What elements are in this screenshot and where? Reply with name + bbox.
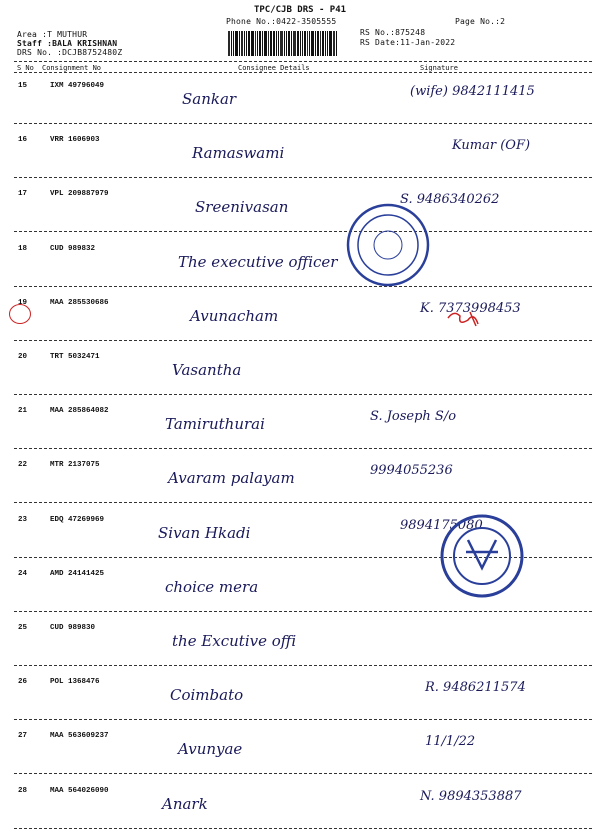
row-serial-number: 25 bbox=[18, 624, 28, 632]
row-divider bbox=[14, 123, 592, 124]
row-divider bbox=[14, 557, 592, 558]
row-consignee-name: choice mera bbox=[165, 577, 259, 596]
row-consignee-name: Sankar bbox=[182, 90, 237, 108]
row-signature: (wife) 9842111415 bbox=[410, 84, 535, 99]
row-consignee-name: Vasantha bbox=[172, 361, 242, 379]
row-serial-number: 15 bbox=[18, 82, 28, 90]
row-signature: 11/1/22 bbox=[425, 734, 476, 750]
row-consignment-number: MTR 2137075 bbox=[50, 461, 100, 470]
row-signature: S. 9486340262 bbox=[400, 192, 500, 208]
page-number: Page No.:2 bbox=[455, 17, 506, 26]
row-consignment-number: MAA 563609237 bbox=[50, 732, 109, 741]
column-consignment: Consignment No bbox=[42, 64, 102, 72]
row-signature: 9894175080 bbox=[400, 517, 483, 533]
row-consignee-name: Coimbato bbox=[170, 686, 244, 705]
row-serial-number: 23 bbox=[18, 515, 28, 524]
row-consignment-number: MAA 285864082 bbox=[50, 407, 109, 416]
phone-number: Phone No.:0422-3505555 bbox=[226, 17, 337, 26]
row-serial-number: 16 bbox=[18, 136, 28, 145]
row-signature: K. 7373998453 bbox=[420, 300, 521, 316]
row-serial-number: 19 bbox=[18, 298, 28, 307]
row-consignment-number: AMD 24141425 bbox=[50, 569, 105, 578]
column-consignee: Consignee Details bbox=[238, 64, 310, 72]
row-divider bbox=[14, 394, 592, 395]
row-signature: S. Joseph S/o bbox=[370, 409, 457, 425]
row-serial-number: 20 bbox=[18, 353, 28, 361]
row-divider bbox=[14, 611, 592, 612]
row-divider bbox=[14, 665, 592, 666]
barcode bbox=[228, 31, 354, 56]
document-title: TPC/CJB DRS - P41 bbox=[253, 5, 347, 15]
row-divider bbox=[14, 177, 592, 178]
row-consignment-number: VPL 209887979 bbox=[50, 190, 109, 199]
row-consignment-number: CUD 989830 bbox=[50, 624, 96, 632]
staff-label: Staff :BALA KRISHNAN bbox=[17, 39, 118, 48]
row-consignee-name: Anark bbox=[162, 794, 208, 813]
row-consignment-number: IXM 49796049 bbox=[50, 82, 105, 90]
column-sno: S No bbox=[17, 64, 34, 72]
row-consignment-number: TRT 5032471 bbox=[50, 353, 100, 361]
row-signature: Kumar (OF) bbox=[452, 138, 531, 154]
row-consignee-name: The executive officer bbox=[178, 252, 338, 271]
row-divider bbox=[14, 773, 592, 774]
area-label: Area :T MUTHUR bbox=[17, 30, 88, 39]
row-divider bbox=[14, 231, 592, 232]
row-signature: R. 9486211574 bbox=[425, 680, 526, 696]
row-divider bbox=[14, 719, 592, 720]
row-20-circle-mark bbox=[9, 304, 31, 324]
rs-number: RS No.:875248 bbox=[360, 28, 426, 37]
column-signature: Signature bbox=[420, 64, 458, 72]
row-signature: 9994055236 bbox=[370, 463, 453, 479]
row-consignee-name: Sivan Hkadi bbox=[158, 523, 251, 542]
row-divider bbox=[14, 340, 592, 341]
rs-date: RS Date:11-Jan-2022 bbox=[360, 38, 456, 47]
row-divider bbox=[14, 286, 592, 287]
panchayat-stamp-1 bbox=[348, 205, 428, 285]
row-serial-number: 18 bbox=[18, 244, 28, 253]
row-signature: N. 9894353887 bbox=[420, 788, 522, 804]
row-serial-number: 17 bbox=[18, 190, 28, 199]
row-divider bbox=[14, 828, 592, 829]
row-serial-number: 22 bbox=[18, 461, 28, 470]
row-consignee-name: Avaram palayam bbox=[168, 469, 295, 488]
row-consignee-name: Tamiruthurai bbox=[165, 415, 265, 434]
row-consignee-name: Sreenivasan bbox=[195, 198, 289, 217]
column-divider bbox=[14, 72, 592, 73]
row-consignment-number: CUD 989832 bbox=[50, 244, 96, 253]
row-serial-number: 27 bbox=[18, 732, 28, 741]
row-divider bbox=[14, 502, 592, 503]
row-consignee-name: Ramaswami bbox=[192, 144, 285, 163]
drs-number: DRS No. :DCJB8752480Z bbox=[17, 48, 123, 57]
row-serial-number: 26 bbox=[18, 678, 28, 687]
header-divider bbox=[14, 61, 592, 62]
row-consignee-name: Avunacham bbox=[190, 306, 279, 325]
row-consignment-number: MAA 564026090 bbox=[50, 786, 109, 795]
row-consignment-number: POL 1368476 bbox=[50, 678, 100, 687]
row-consignee-name: the Excutive offi bbox=[172, 632, 297, 650]
row-consignee-name: Avunyae bbox=[178, 740, 243, 759]
row-serial-number: 21 bbox=[18, 407, 28, 416]
row-serial-number: 24 bbox=[18, 569, 28, 578]
row-consignment-number: VRR 1606903 bbox=[50, 136, 100, 145]
row-consignment-number: EDQ 47269969 bbox=[50, 515, 105, 524]
row-serial-number: 28 bbox=[18, 786, 28, 795]
row-consignment-number: MAA 285530686 bbox=[50, 298, 109, 307]
row-divider bbox=[14, 448, 592, 449]
